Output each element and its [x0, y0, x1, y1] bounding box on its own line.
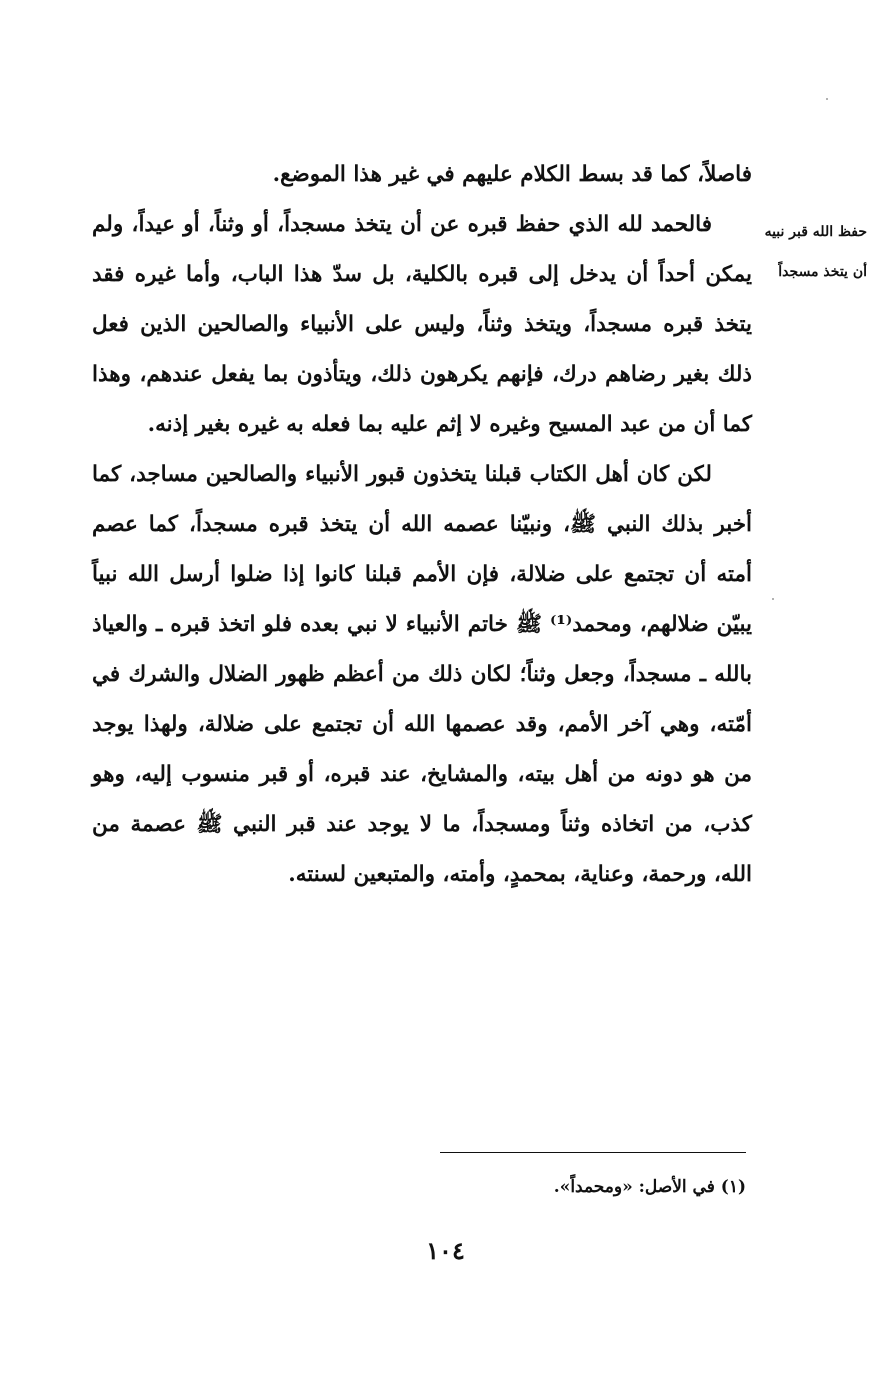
paragraph: فاصلاً، كما قد بسط الكلام عليهم في غير هذا الموضع. — [272, 162, 752, 187]
footnote: (١) في الأصل: «ومحمداً». — [553, 1177, 746, 1197]
footnote-separator — [440, 1152, 746, 1153]
margin-note — [747, 212, 867, 292]
margin-note-line: حفظ الله قبر نبيه — [764, 224, 867, 240]
paragraph: لكن كان أهل الكتاب قبلنا يتخذون قبور الأنبياء والصالحين مساجد، كما أخبر بذلك النبي ﷺ، ونبيّنا عصمه الله أن يتخذ قبره مسجداً، كما عصم أمته أن تجتمع على ضلالة، فإن الأمم قبلنا كانوا إذا ضلوا أرسل الله نبياً يبيّن ضلالهم، ومحمد⁽¹⁾ ﷺ خاتم الأنبياء لا نبي بعده فلو اتخذ قبره ـ والعياذ بالله ـ مسجداً، وجعل وثناً؛ لكان ذلك من أعظم ظهور الضلال والشرك في أمّته، وهي آخر الأمم، وقد عصمها الله أن تجتمع على ضلالة، ولهذا يوجد من هو دونه من أهل بيته، والمشايخ، عند قبره، أو قبر منسوب إليه، وهو كذب، من اتخاذه وثناً ومسجداً، ما لا يوجد عند قبر النبي ﷺ عصمة من الله، ورحمة، وعناية، بمحمدٍ، وأمته، والمتبعين لسنته. — [92, 462, 752, 887]
paragraph: فالحمد لله الذي حفظ قبره عن أن يتخذ مسجداً، أو وثناً، أو عيداً، ولم يمكن أحداً أن يدخل إلى قبره بالكلية، بل سدّ هذا الباب، وأما غيره فقد يتخذ قبره مسجداً، ويتخذ وثناً، وليس على الأنبياء والصالحين الذين فعل ذلك بغير رضاهم درك، فإنهم يكرهون ذلك، ويتأذون بما يفعل عندهم، وهذا كما أن من عبد المسيح وغيره لا إثم عليه بما فعله به غيره بغير إذنه. — [92, 212, 752, 437]
margin-note-line: أن يتخذ مسجداً — [778, 264, 867, 280]
page-number: ١٠٤ — [426, 1236, 465, 1265]
scan-speck — [826, 98, 828, 100]
scan-speck — [772, 598, 774, 600]
main-text — [92, 150, 752, 900]
